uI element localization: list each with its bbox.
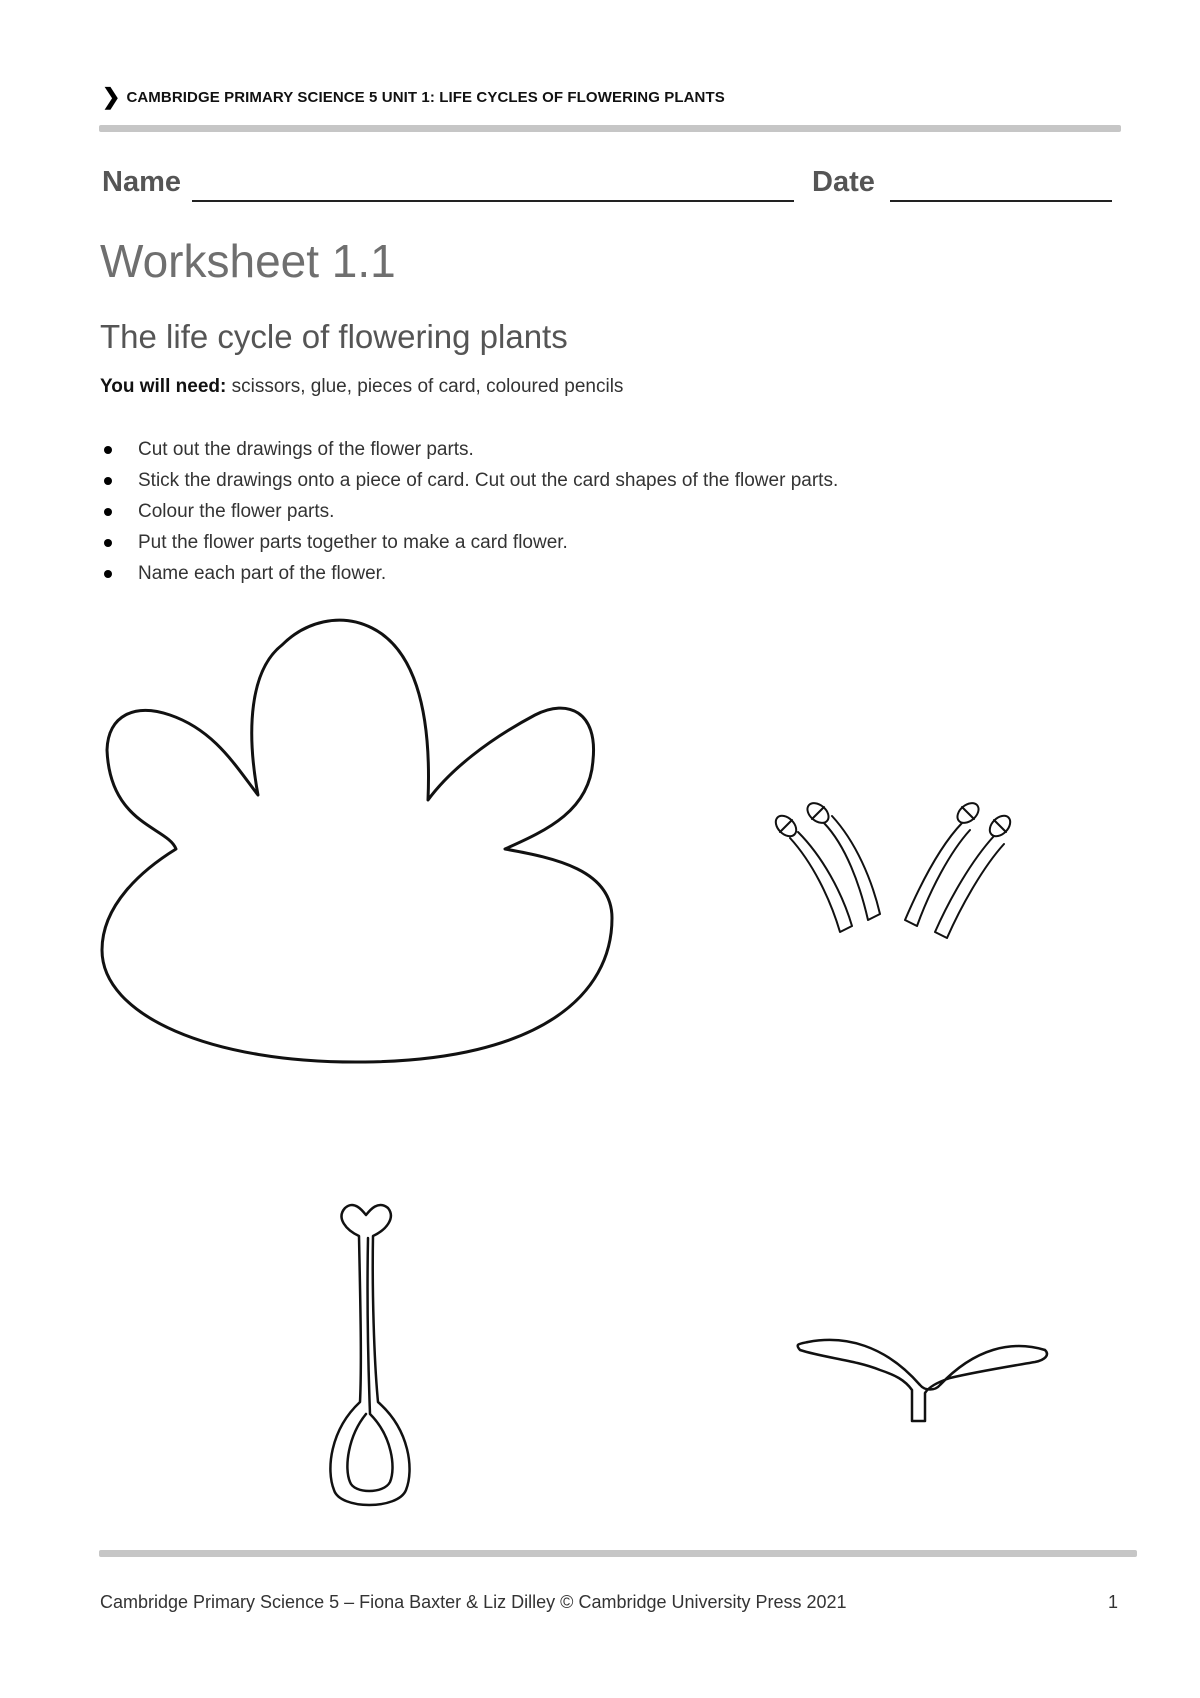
petals-outline[interactable]: [102, 620, 612, 1062]
materials-label: You will need:: [100, 376, 227, 397]
date-label: Date: [812, 166, 875, 198]
materials-items: scissors, glue, pieces of card, coloured pencils: [231, 376, 624, 397]
list-item: Colour the flower parts.: [100, 496, 838, 527]
list-item: Cut out the drawings of the flower parts.: [100, 434, 838, 465]
footer-credit: Cambridge Primary Science 5 – Fiona Baxter & Liz Dilley © Cambridge University Press 2021: [100, 1592, 847, 1612]
stamen: [935, 812, 1014, 938]
header-title: CAMBRIDGE PRIMARY SCIENCE 5 UNIT 1: LIFE CYCLES OF FLOWERING PLANTS: [126, 88, 725, 106]
stamen: [772, 812, 852, 932]
list-item: Stick the drawings onto a piece of card. Cut out the card shapes of the flower parts.: [100, 465, 838, 496]
footer-rule: [99, 1550, 1137, 1557]
stamens-outline[interactable]: [772, 799, 1014, 938]
stamen: [905, 799, 982, 926]
list-item: Name each part of the flower.: [100, 558, 838, 589]
worksheet-subtitle: The life cycle of flowering plants: [100, 318, 568, 355]
page-number: 1: [1108, 1592, 1119, 1612]
chevron-right-icon: ❯: [102, 84, 121, 109]
sepals-outline[interactable]: [798, 1340, 1047, 1421]
name-label: Name: [102, 166, 181, 198]
list-item: Put the flower parts together to make a card flower.: [100, 527, 838, 558]
stamen: [804, 799, 880, 920]
worksheet-title: Worksheet 1.1: [100, 235, 396, 287]
carpel-outline[interactable]: [330, 1205, 409, 1505]
